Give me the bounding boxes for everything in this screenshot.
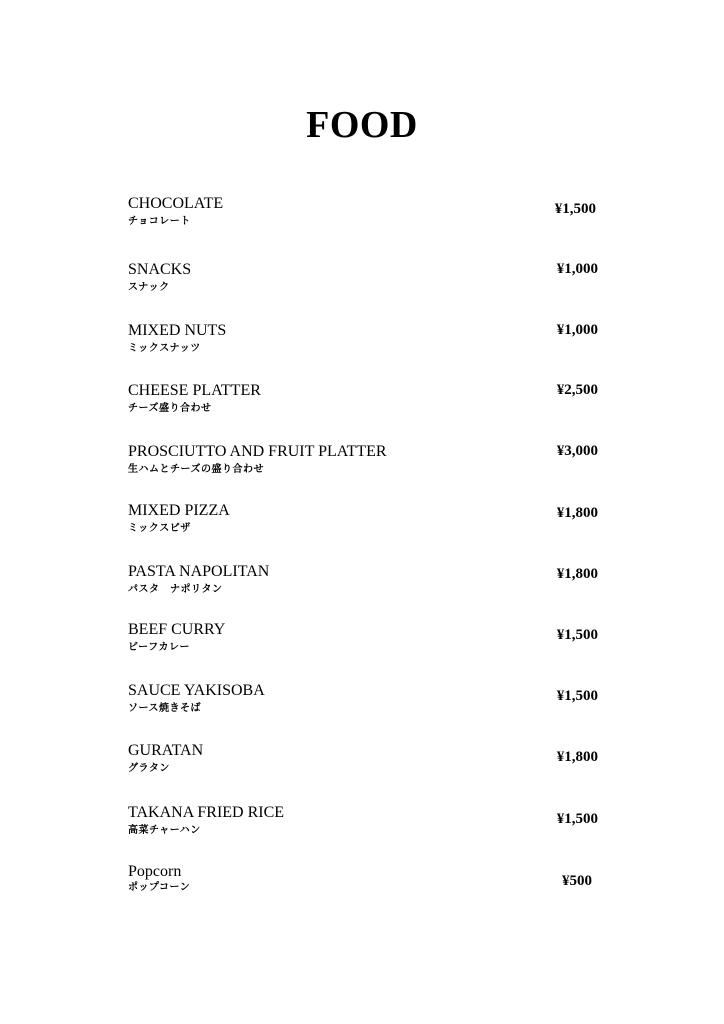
item-japanese-name: ミックスピザ	[128, 523, 191, 534]
item-japanese-name: チョコレート	[128, 216, 191, 227]
menu-item	[128, 262, 598, 306]
item-name: Popcorn	[128, 863, 182, 880]
item-name: BEEF CURRY	[128, 621, 226, 638]
item-name: GURATAN	[128, 742, 204, 759]
menu-item	[128, 622, 598, 666]
item-price: ¥1,500	[556, 688, 598, 704]
item-japanese-name: チーズ盛り合わせ	[128, 403, 212, 414]
item-price: ¥1,800	[556, 505, 598, 521]
menu-item	[128, 805, 598, 849]
item-price: ¥1,500	[556, 627, 598, 643]
item-japanese-name: ソース焼きそば	[128, 703, 201, 714]
item-japanese-name: ポップコーン	[128, 882, 191, 893]
menu-item	[128, 383, 598, 427]
item-price: ¥1,800	[556, 749, 598, 765]
item-japanese-name: 生ハムとチーズの盛り合わせ	[128, 464, 264, 475]
menu-item	[128, 743, 598, 787]
item-name: MIXED NUTS	[128, 322, 227, 339]
menu-item	[128, 564, 598, 608]
menu-item	[128, 864, 598, 908]
item-price: ¥1,500	[554, 201, 596, 217]
item-price: ¥1,800	[556, 566, 598, 582]
menu-item	[128, 444, 598, 488]
item-japanese-name: ミックスナッツ	[128, 343, 201, 354]
item-name: SNACKS	[128, 261, 192, 278]
item-price: ¥500	[562, 873, 592, 889]
item-price: ¥1,000	[556, 261, 598, 277]
item-japanese-name: スナック	[128, 282, 170, 293]
item-name: SAUCE YAKISOBA	[128, 682, 265, 699]
item-japanese-name: パスタ ナポリタン	[128, 584, 223, 595]
menu-item	[128, 196, 598, 240]
item-japanese-name: グラタン	[128, 763, 170, 774]
item-name: TAKANA FRIED RICE	[128, 804, 285, 821]
item-name: PASTA NAPOLITAN	[128, 563, 270, 580]
item-name: CHEESE PLATTER	[128, 382, 261, 399]
item-price: ¥1,500	[556, 811, 598, 827]
menu-item	[128, 503, 598, 547]
item-japanese-name: 高菜チャーハン	[128, 825, 201, 836]
item-name: PROSCIUTTO AND FRUIT PLATTER	[128, 443, 387, 460]
item-name: MIXED PIZZA	[128, 502, 230, 519]
menu-item	[128, 323, 598, 367]
item-japanese-name: ビーフカレー	[128, 642, 190, 653]
menu-title: FOOD	[306, 104, 418, 146]
item-price: ¥3,000	[556, 443, 598, 459]
menu-item	[128, 683, 598, 727]
item-name: CHOCOLATE	[128, 195, 224, 212]
item-price: ¥1,000	[556, 322, 598, 338]
item-price: ¥2,500	[556, 382, 598, 398]
